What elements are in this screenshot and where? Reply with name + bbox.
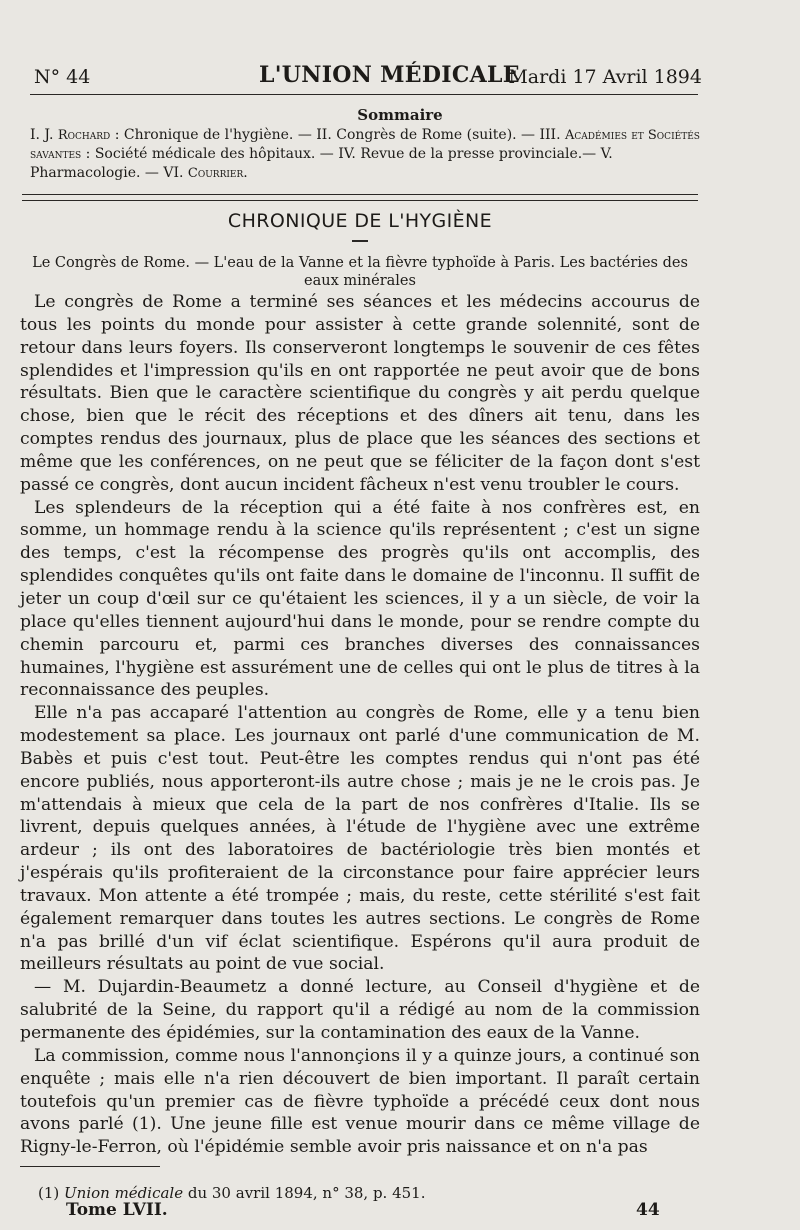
article-subtitle: Le Congrès de Rome. — L'eau de la Vanne et la fièvre typhoïde à Paris. Les bactéries des eaux minérales: [32, 255, 688, 289]
footnote-rule: [20, 1166, 160, 1167]
footnote-mark: (1): [38, 1184, 65, 1202]
issue-date: Mardi 17 Avril 1894: [508, 66, 702, 88]
paragraph: Elle n'a pas accaparé l'attention au congrès de Rome, elle y a tenu bien modestement sa place. Les journaux ont parlé d'une communication de M. Babès et puis c'est tout. Peut-être les comptes rendus qui n'ont pas été encore publiés, nous apporteront-ils autre chose ; mais je ne le crois pas. Je m'attendais à mieux que cela de la part de nos confrères d'Italie. Ils se livrent, depuis quelques années, à l'étude de l'hygiène avec une extrême ardeur ; ils ont des laboratoires de bactériologie très bien montés et j'espérais qu'ils profiteraient de la circonstance pour faire apprécier leurs travaux. Mon attente a été trompée ; mais, du reste, cette stérilité s'est fait également remarquer dans toutes les autres sections. Le congrès de Rome n'a pas brillé d'un vif éclat scientifique. Espérons qu'il aura produit de meilleurs résultats au point de vue social.: [20, 703, 700, 975]
sommaire-contents: [30, 126, 710, 183]
footnote-text: du 30 avril 1894, n° 38, p. 451.: [183, 1184, 426, 1202]
page-header: [34, 62, 702, 92]
double-rule-top: [22, 194, 698, 195]
section-title: CHRONIQUE DE L'HYGIÈNE: [227, 210, 493, 232]
sommaire-part: : Chronique de l'hygiène. — II. Congrès de Rome (suite). — III.: [110, 127, 565, 143]
sommaire-courrier: Courrier: [187, 166, 244, 181]
paragraph: Les splendeurs de la réception qui a été faite à nos confrères est, en somme, un hommage rendu à la science qu'ils représentent ; c'est un signe des temps, c'est la récompense des progrès qu'ils ont accomplis, des splendides conquêtes qu'ils ont faite dans le domaine de l'inconnu. Il suffit de jeter un coup d'œil sur ce qu'étaient les sciences, il y a un siècle, de voir la place qu'elles tiennent aujourd'hui dans le monde, pour se rendre compte du chemin parcouru et, parmi ces branches diverses des connaissances humaines, l'hygiène est assurément une de celles qui ont le plus de titres à la reconnaissance des peuples.: [20, 497, 700, 701]
sommaire-part: I. J.: [30, 127, 58, 143]
sommaire-title: Sommaire: [357, 106, 443, 124]
title-dash: [352, 240, 368, 242]
issue-number: N° 44: [34, 66, 91, 88]
header-rule: [30, 94, 698, 95]
double-rule-bottom: [22, 200, 698, 201]
sommaire-part: : Société médicale des hôpitaux. — IV. Revue de la presse provinciale.— V. Pharmacologie. — VI.: [30, 146, 613, 181]
sommaire-academies: Académies et Sociétés savantes: [30, 128, 700, 162]
paragraph: Le congrès de Rome a terminé ses séances et les médecins accourus de tous les points du monde pour assister à cette grande solennité, sont de retour dans leurs foyers. Ils conserveront longtemps le souvenir de ces fêtes splendides et l'impression qu'ils en ont rapportée ne peut avoir que de bons résultats. Bien que le caractère scientifique du congrès y ait perdu quelque chose, bien que le récit des réceptions et des dîners ait tenu, dans les comptes rendus des journaux, plus de place que les séances des sections et même que les conférences, on ne peut que se féliciter de la façon dont s'est passé ce congrès, dont aucun incident fâcheux n'est venu troubler le cours.: [20, 292, 700, 495]
sommaire-part: .: [243, 165, 248, 181]
paragraph: — M. Dujardin-Beaumetz a donné lecture, au Conseil d'hygiène et de salubrité de la Seine, du rapport qu'il a rédigé au nom de la commission permanente des épidémies, sur la contamination des eaux de la Vanne.: [20, 977, 700, 1043]
sommaire-author: Rochard: [57, 128, 111, 143]
article-body: [20, 291, 700, 1159]
tome-label: Tome LVII.: [66, 1200, 168, 1220]
page-number: 44: [636, 1200, 660, 1220]
footnote-journal: Union médicale: [64, 1184, 184, 1202]
journal-title: L'UNION MÉDICALE: [259, 62, 520, 88]
paragraph: La commission, comme nous l'annonçions il y a quinze jours, a continué son enquête ; mais elle n'a rien découvert de bien important. Il paraît certain toutefois qu'un premier cas de fièvre typhoïde a précédé ceux dont nous avons parlé (1). Une jeune fille est venue mourir dans ce même village de Rigny-le-Ferron, où l'épidémie semble avoir pris naissance et on n'a pas: [20, 1045, 700, 1158]
